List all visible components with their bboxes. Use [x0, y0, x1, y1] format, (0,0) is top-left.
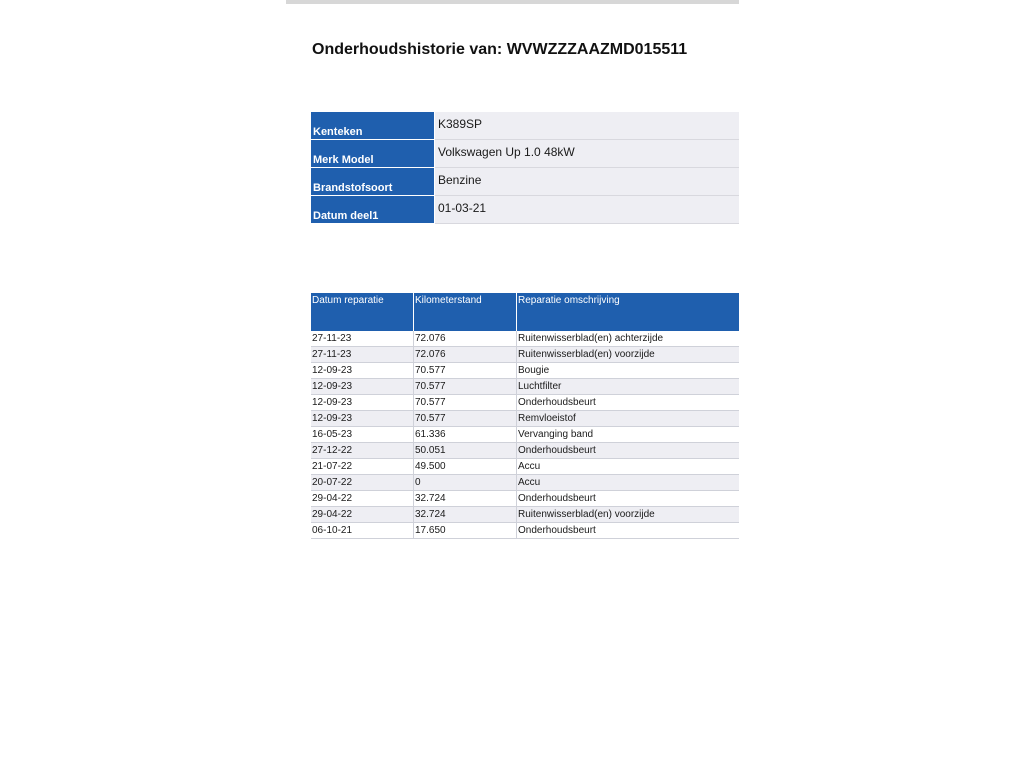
table-row — [311, 475, 739, 491]
page-title: Onderhoudshistorie van: WVWZZZAAZMD015511 — [312, 41, 688, 58]
row-kilometerstand: 72.076 — [414, 347, 517, 363]
row-date: 12-09-23 — [311, 363, 414, 379]
row-description: Luchtfilter — [517, 379, 740, 395]
table-row — [311, 395, 739, 411]
row-description: Ruitenwisserblad(en) achterzijde — [517, 331, 740, 347]
row-description: Onderhoudsbeurt — [517, 523, 740, 539]
vehicle-row-merk-model — [311, 140, 739, 168]
row-kilometerstand: 32.724 — [414, 507, 517, 523]
vehicle-label: Merk Model — [311, 140, 435, 168]
row-description: Vervanging band — [517, 427, 740, 443]
header-reparatie-omschrijving: Reparatie omschrijving — [517, 293, 740, 331]
row-kilometerstand: 49.500 — [414, 459, 517, 475]
vehicle-info-table — [311, 112, 739, 224]
row-kilometerstand: 32.724 — [414, 491, 517, 507]
row-kilometerstand: 17.650 — [414, 523, 517, 539]
header-datum-reparatie: Datum reparatie — [311, 293, 414, 331]
row-date: 29-04-22 — [311, 507, 414, 523]
table-row — [311, 491, 739, 507]
row-kilometerstand: 0 — [414, 475, 517, 491]
row-kilometerstand: 70.577 — [414, 395, 517, 411]
row-date: 12-09-23 — [311, 411, 414, 427]
row-description: Onderhoudsbeurt — [517, 395, 740, 411]
maintenance-history-table — [311, 293, 739, 539]
row-description: Remvloeistof — [517, 411, 740, 427]
vehicle-value: Benzine — [435, 168, 740, 196]
row-date: 21-07-22 — [311, 459, 414, 475]
vehicle-value: Volkswagen Up 1.0 48kW — [435, 140, 740, 168]
row-date: 27-11-23 — [311, 347, 414, 363]
row-kilometerstand: 70.577 — [414, 379, 517, 395]
vehicle-row-datum-deel1 — [311, 196, 739, 224]
row-description: Onderhoudsbeurt — [517, 443, 740, 459]
row-description: Ruitenwisserblad(en) voorzijde — [517, 347, 740, 363]
row-kilometerstand: 50.051 — [414, 443, 517, 459]
header-kilometerstand: Kilometerstand — [414, 293, 517, 331]
row-description: Ruitenwisserblad(en) voorzijde — [517, 507, 740, 523]
table-row — [311, 379, 739, 395]
history-body — [311, 331, 739, 539]
table-row — [311, 507, 739, 523]
vehicle-row-kenteken — [311, 112, 739, 140]
row-kilometerstand: 72.076 — [414, 331, 517, 347]
row-date: 27-11-23 — [311, 331, 414, 347]
row-description: Bougie — [517, 363, 740, 379]
vehicle-label: Kenteken — [311, 112, 435, 140]
table-row — [311, 523, 739, 539]
row-description: Onderhoudsbeurt — [517, 491, 740, 507]
row-date: 27-12-22 — [311, 443, 414, 459]
row-kilometerstand: 70.577 — [414, 363, 517, 379]
vehicle-row-brandstofsoort — [311, 168, 739, 196]
row-date: 12-09-23 — [311, 379, 414, 395]
table-row — [311, 459, 739, 475]
table-row — [311, 331, 739, 347]
row-kilometerstand: 61.336 — [414, 427, 517, 443]
table-row — [311, 411, 739, 427]
vehicle-value: 01-03-21 — [435, 196, 740, 224]
row-date: 20-07-22 — [311, 475, 414, 491]
row-date: 06-10-21 — [311, 523, 414, 539]
row-description: Accu — [517, 459, 740, 475]
table-row — [311, 427, 739, 443]
row-date: 16-05-23 — [311, 427, 414, 443]
row-date: 12-09-23 — [311, 395, 414, 411]
table-row — [311, 443, 739, 459]
row-date: 29-04-22 — [311, 491, 414, 507]
row-description: Accu — [517, 475, 740, 491]
vehicle-label: Brandstofsoort — [311, 168, 435, 196]
vehicle-label: Datum deel1 — [311, 196, 435, 224]
vehicle-value: K389SP — [435, 112, 740, 140]
table-row — [311, 347, 739, 363]
row-kilometerstand: 70.577 — [414, 411, 517, 427]
top-scroll-bar — [286, 0, 739, 4]
history-header-row — [311, 293, 739, 331]
table-row — [311, 363, 739, 379]
